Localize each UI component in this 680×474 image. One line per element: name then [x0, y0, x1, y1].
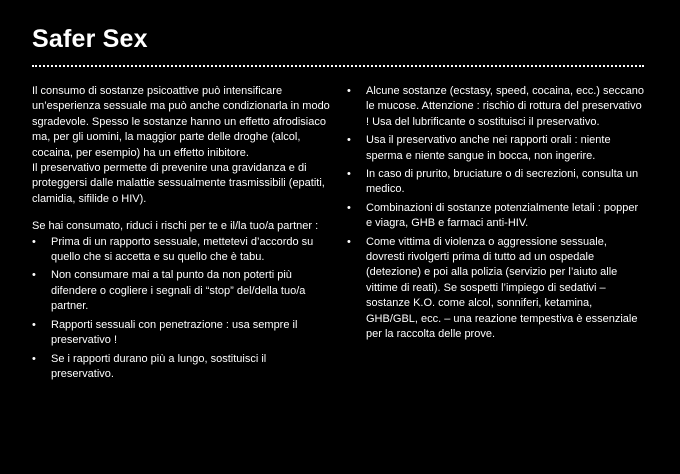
lead-paragraph: Se hai consumato, riduci i rischi per te e il/la tuo/a partner :	[32, 220, 319, 233]
list-item	[347, 167, 647, 198]
list-item-text: Come vittima di violenza o aggressione sessuale, dovresti rivolgerti prima di tutto ad un ospedale (detezione) e poi alla polizia (servizio per l’aiuto alle vittime di reati). Se sospetti l’impiego di sedativi – sostanze K.O. come alcol, sonniferi, ketamina, GHB/GBL, ecc. – una reazione tempestiva è essenziale per la raccolta delle prove.	[366, 235, 638, 341]
spacer	[32, 207, 332, 219]
list-item	[32, 235, 332, 266]
bullet-icon: •	[32, 235, 36, 248]
list-item-text: Prima di un rapporto sessuale, mettetevi d’accordo su quello che si accetta e su quello che è tabu.	[51, 235, 314, 264]
right-bullet-list	[347, 84, 647, 343]
list-item-text: Rapporti sessuali con penetrazione : usa sempre il preservativo !	[51, 318, 298, 347]
list-item	[32, 268, 332, 314]
bullet-icon: •	[347, 235, 351, 248]
bullet-icon: •	[32, 318, 36, 331]
bullet-icon: •	[347, 85, 351, 97]
left-bullet-list	[32, 235, 332, 383]
list-item-text: Se i rapporti durano più a lungo, sostituisci il preservativo.	[51, 352, 267, 380]
list-item	[347, 201, 647, 232]
list-item	[32, 318, 332, 349]
intro-paragraph-2: Il preservativo permette di prevenire una gravidanza e di proteggersi dalle malattie sessualmente trasmissibili (epatiti, clamidia, sifilide o HIV).	[32, 162, 325, 205]
bullet-icon: •	[347, 201, 351, 214]
list-item-text: In caso di prurito, bruciature o di secrezioni, consulta un medico.	[366, 168, 639, 196]
right-column	[347, 84, 647, 346]
bullet-icon: •	[347, 168, 351, 181]
bullet-icon: •	[32, 269, 36, 282]
bullet-icon: •	[347, 134, 351, 147]
page-title: Safer Sex	[32, 25, 148, 53]
bullet-icon: •	[32, 352, 36, 365]
intro-paragraph-1: Il consumo di sostanze psicoattive può intensificare un’esperienza sessuale ma può anche condizionarla in modo sgradevole. Spesso le sostanze hanno un effetto afrodisiaco ma, per gli uomini, la maggior parte delle droghe (alcol, cocaina, per esempio) ha un effetto inibitore.	[32, 85, 330, 159]
dotted-divider	[32, 65, 644, 67]
list-item	[347, 84, 647, 130]
list-item	[347, 235, 647, 343]
list-item	[347, 133, 647, 164]
list-item-text: Non consumare mai a tal punto da non poterti più difendere o cogliere i segnali di “stop” del/della tuo/a partner.	[51, 269, 306, 313]
left-column	[32, 84, 332, 385]
list-item	[32, 352, 332, 383]
list-item-text: Usa il preservativo anche nei rapporti orali : niente sperma e niente sangue in bocca, non ingerire.	[366, 134, 611, 162]
list-item-text: Combinazioni di sostanze potenzialmente letali : popper e viagra, GHB e farmaci anti-HIV.	[366, 201, 639, 230]
list-item-text: Alcune sostanze (ecstasy, speed, cocaina, ecc.) seccano le mucose. Attenzione : rischio di rottura del preservativo ! Usa del lubrificante o sostituisci il preservativo.	[366, 85, 644, 128]
